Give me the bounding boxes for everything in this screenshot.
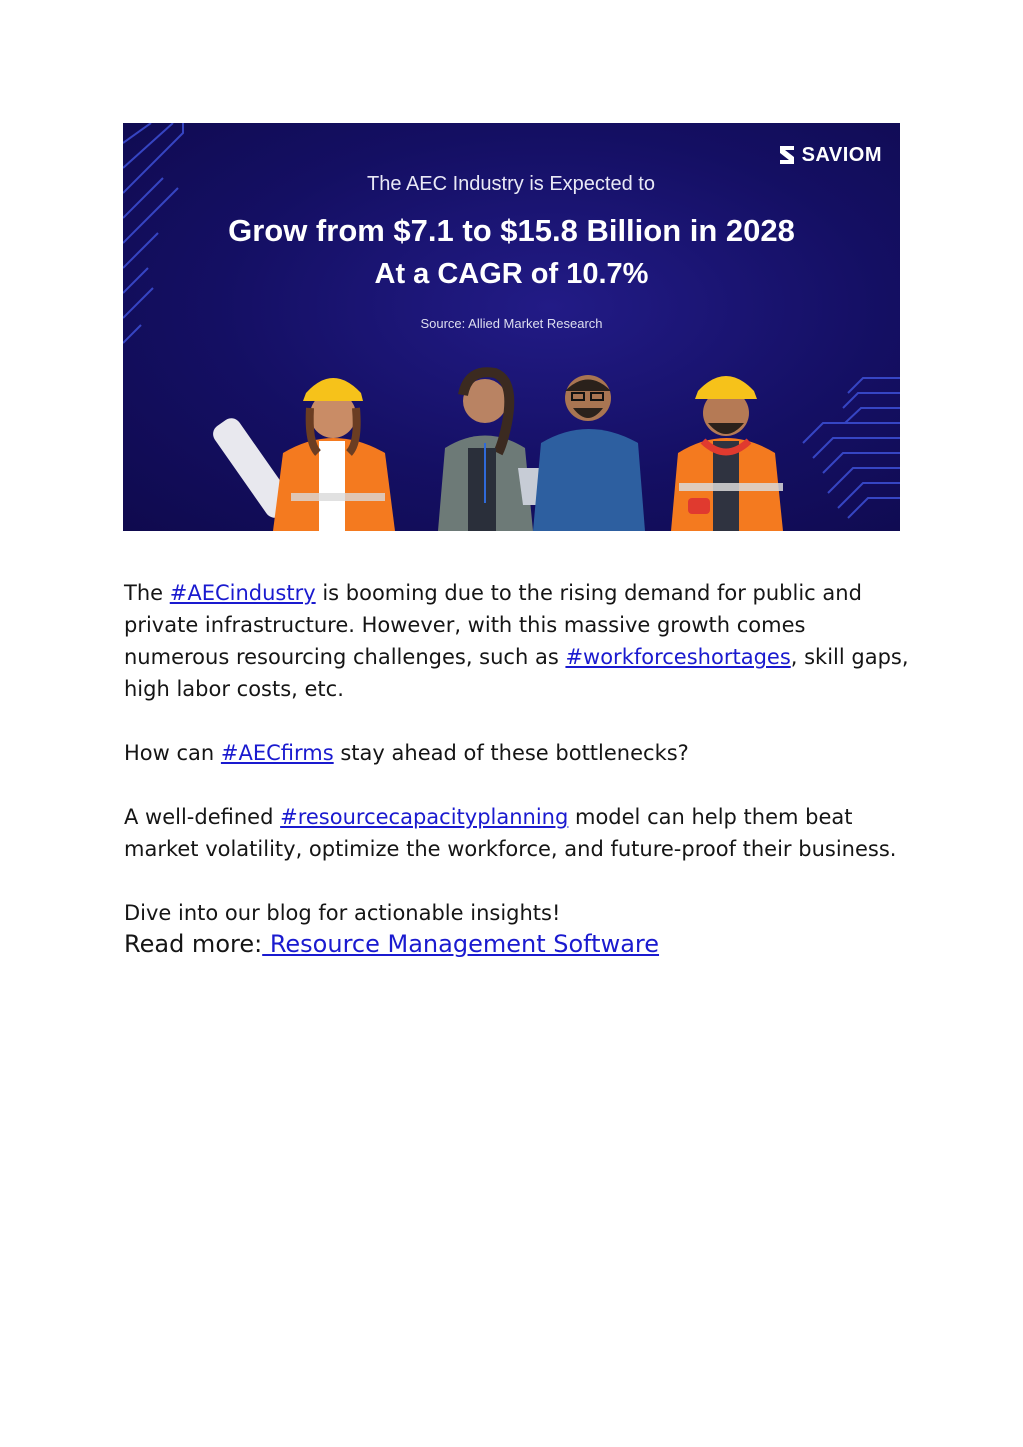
paragraph-intro <box>124 577 914 705</box>
resource-management-software-link[interactable]: Resource Management Software <box>262 930 660 958</box>
intro-text-middle: is booming due to the rising demand for public and private infrastructure. However, with this massive growth comes numerous resourcing challenges, such as <box>124 581 862 669</box>
hashtag-aecindustry-link[interactable]: #AECindustry <box>169 581 316 605</box>
read-more-label: Read more: <box>124 930 263 958</box>
question-text-start: How can <box>124 741 221 765</box>
workers-illustration <box>123 123 900 531</box>
paragraph-planning <box>124 801 914 865</box>
hashtag-resourcecapacityplanning-link[interactable]: #resourcecapacityplanning <box>280 805 569 829</box>
question-text-end: stay ahead of these bottlenecks? <box>333 741 689 765</box>
banner-subtitle: The AEC Industry is Expected to <box>367 173 655 195</box>
brand-name: SAVIOM <box>801 143 882 166</box>
man-with-glasses-figure <box>533 375 645 531</box>
banner-headline-line-2: At a CAGR of 10.7% <box>374 258 649 290</box>
construction-worker-figure <box>671 376 783 531</box>
banner-headline-line-1: Grow from $7.1 to $15.8 Billion in 2028 <box>228 213 795 248</box>
hashtag-aecfirms-link[interactable]: #AECfirms <box>220 741 334 765</box>
paragraph-cta: Dive into our blog for actionable insights! <box>124 901 561 925</box>
intro-text-end: , skill gaps, high labor costs, etc. <box>124 645 909 701</box>
hero-banner <box>123 123 900 531</box>
intro-text-start: The <box>124 581 170 605</box>
paragraph-question <box>124 737 914 769</box>
engineer-woman-figure <box>209 378 395 531</box>
banner-source: Source: Allied Market Research <box>420 316 603 331</box>
hashtag-workforceshortages-link[interactable]: #workforceshortages <box>565 645 791 669</box>
planning-text-end: model can help them beat market volatility, optimize the workforce, and future-proof their business. <box>124 805 897 861</box>
read-more-line <box>124 929 914 959</box>
article-body <box>124 577 914 959</box>
planning-text-start: A well-defined <box>124 805 281 829</box>
